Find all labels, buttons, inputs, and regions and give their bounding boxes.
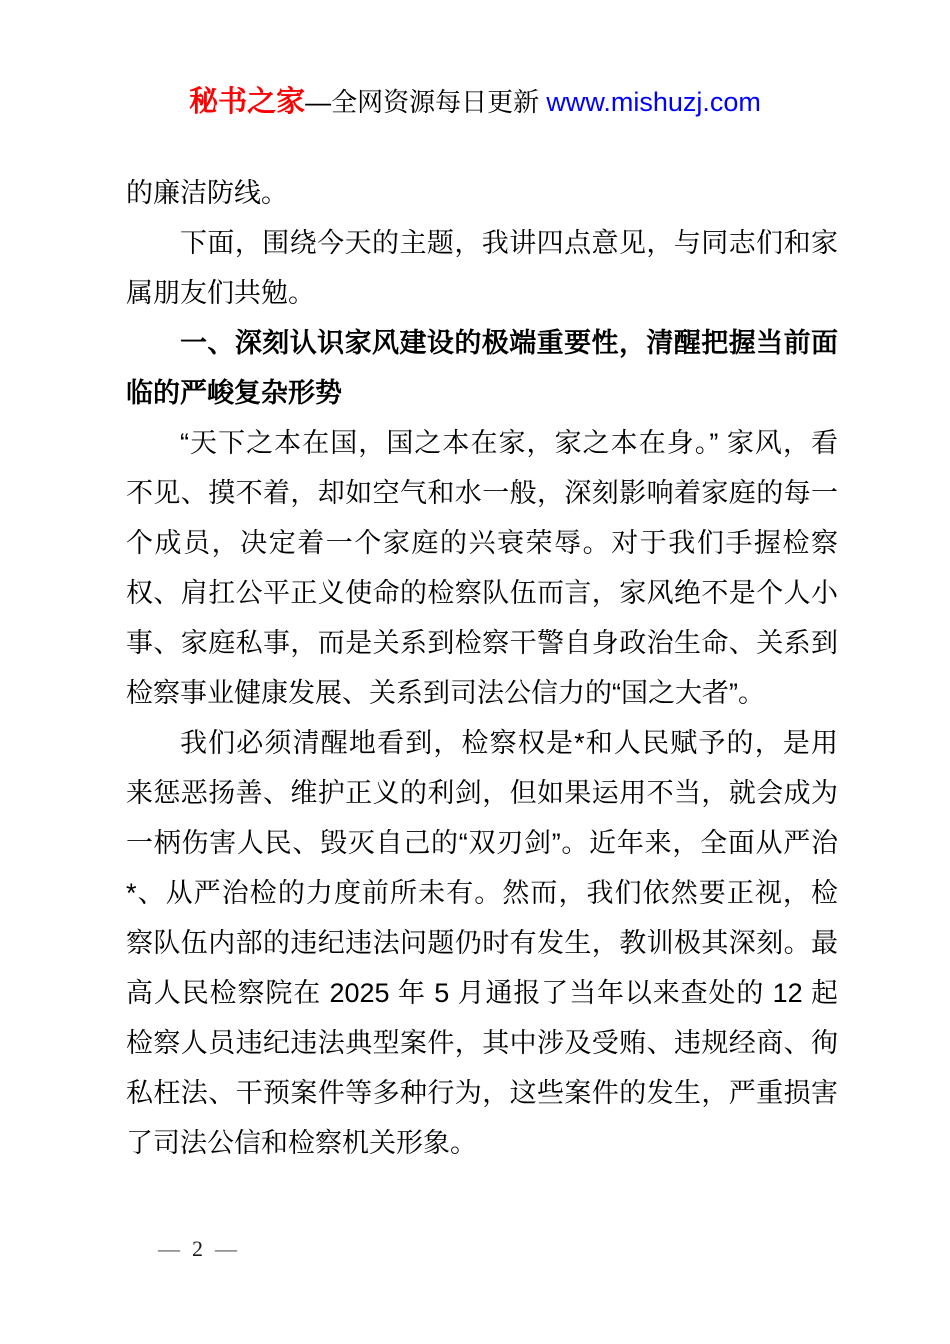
- site-tagline: —全网资源每日更新: [305, 87, 547, 117]
- body-paragraph: 的廉洁防线。: [126, 178, 288, 208]
- footer-dash-left: —: [158, 1236, 180, 1261]
- document-body: [126, 168, 838, 1168]
- footer-dash-right: —: [215, 1236, 237, 1261]
- body-paragraph: 我们必须清醒地看到，检察权是*和人民赋予的，是用来惩恶扬善、维护正义的利剑，但如果运用不当，就会成为一柄伤害人民、毁灭自己的“双刃剑”。近年来，全面从严治*、从严治检的力度前所未有。然而，我们依然要正视，检察队伍内部的违纪违法问题仍时有发生，教训极其深刻。最高人民检察院在 2025 年 5 月通报了当年以来查处的 12 起检察人员违纪违法典型案件，其中涉及受贿、违规经商、徇私枉法、干预案件等多种行为，这些案件的发生，严重损害了司法公信和检察机关形象。: [126, 728, 838, 1158]
- page-header: [0, 84, 950, 120]
- page-footer: [158, 1236, 237, 1262]
- section-heading-paragraph: 一、深刻认识家风建设的极端重要性，清醒把握当前面临的严峻复杂形势: [126, 328, 838, 408]
- body-paragraph: “天下之本在国，国之本在家，家之本在身。” 家风，看不见、摸不着，却如空气和水一般，深刻影响着家庭的每一个成员，决定着一个家庭的兴衰荣辱。对于我们手握检察权、肩扛公平正义使命的检察队伍而言，家风绝不是个人小事、家庭私事，而是关系到检察干警自身政治生命、关系到检察事业健康发展、关系到司法公信力的“国之大者”。: [126, 428, 838, 708]
- body-paragraph: 下面，围绕今天的主题，我讲四点意见，与同志们和家属朋友们共勉。: [126, 228, 838, 308]
- site-brand: 秘书之家: [189, 86, 306, 118]
- site-url-link[interactable]: www.mishuzj.com: [546, 87, 761, 117]
- page-number: 2: [192, 1236, 203, 1261]
